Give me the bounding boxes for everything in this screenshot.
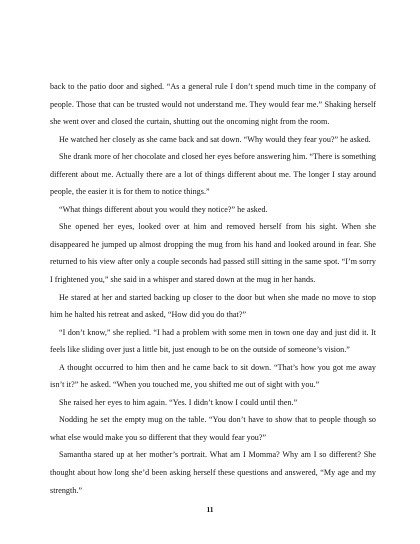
paragraph: Samantha stared up at her mother’s portrait. What am I Momma? Why am I so different? She thought about how long she’d been asking herself these questions and answered, “My age and my strength.”	[50, 450, 376, 495]
paragraph: “I don’t know,” she replied. “I had a problem with some men in town one day and just did it. It feels like sliding over just a little bit, just enough to be on the outside of someone’s vision.”	[50, 327, 376, 355]
paragraph: A thought occurred to him then and he came back to sit down. “That’s how you got me away isn’t it?” he asked. “When you touched me, you shifted me out of sight with you.”	[50, 362, 376, 390]
page-number: 11	[206, 505, 214, 514]
paragraph: Nodding he set the empty mug on the table. “You don’t have to show that to people though so what else would make you so different that they would fear you?”	[50, 415, 376, 442]
paragraph: She raised her eyes to him again. “Yes. I didn’t know I could until then.”	[59, 397, 298, 407]
paragraph: She opened her eyes, looked over at him and removed herself from his sight. When she disappeared he jumped up almost dropping the mug from his hand and looked around in fear. She returned to his view after only a couple seconds had passed still sitting in the same spot. “I’m sorry I frightened you,” she said in a whisper and stared down at the mug in her hands.	[50, 222, 376, 285]
paragraph: He watched her closely as she came back and sat down. “Why would they fear you?” he asked.	[59, 134, 371, 144]
paragraph: She drank more of her chocolate and closed her eyes before answering him. “There is something different about me. Actually there are a lot of things different about me. The longer I stay around people, the easier it is for them to notice things.”	[50, 152, 376, 197]
paragraph: “What things different about you would they notice?” he asked.	[59, 204, 268, 214]
paragraph: He stared at her and started backing up closer to the door but when she made no move to stop him he halted his retreat and asked, “How did you do that?”	[50, 292, 376, 320]
paragraph: back to the patio door and sighed. “As a general rule I don’t spend much time in the company of people. Those that can be trusted would not understand me. They would fear me.” Shaking herself she went over and closed the curtain, shutting out the oncoming night from the room.	[50, 82, 376, 127]
body-text	[50, 78, 376, 499]
